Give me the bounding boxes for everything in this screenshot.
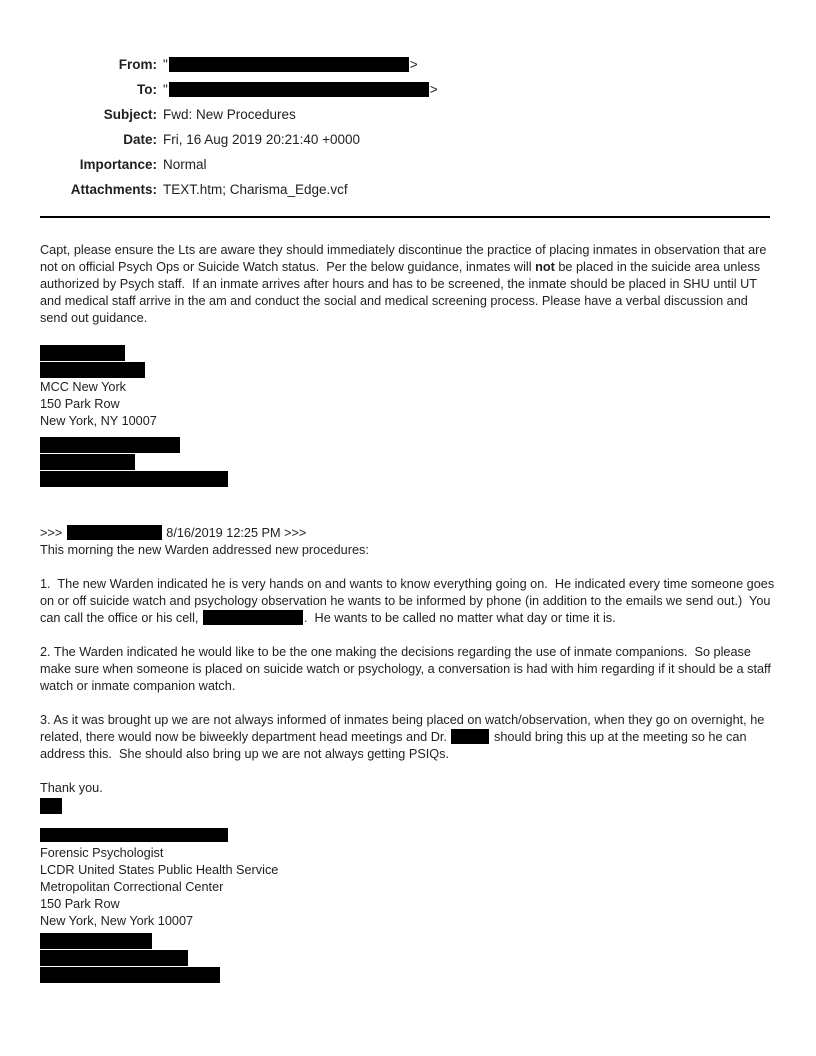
item3-text-post: should bring this up at the meeting so he can address this. She should also bring up we are not always getting PSIQs. bbox=[40, 730, 751, 761]
quote-date-text: 8/16/2019 12:25 PM >>> bbox=[162, 526, 307, 540]
redaction-bar bbox=[40, 950, 188, 966]
numbered-item-1 bbox=[40, 576, 778, 627]
subject-label: Subject: bbox=[103, 107, 157, 122]
redaction-bar bbox=[40, 798, 62, 814]
signature-title: Forensic Psychologist bbox=[40, 846, 164, 860]
intro-text-pre: Capt, please ensure the Lts are aware they should immediately discontinue the practice of placing inmates in observation that are not on official Psych Ops or Suicide Watch status. Per the below guidance, inmates will bbox=[40, 243, 770, 274]
redaction-bar bbox=[40, 471, 228, 487]
signature-block-1 bbox=[40, 345, 775, 487]
item2-text: 2. The Warden indicated he would like to be the one making the decisions regarding the use of inmate companions. So please make sure when someone is placed on suicide watch or psychology, a conversation is had with him regarding if it should be a staff watch or inmate companion watch. bbox=[40, 645, 775, 693]
header-row-attachments bbox=[40, 177, 775, 202]
closing-text: Thank you. bbox=[40, 781, 103, 795]
redaction-bar bbox=[169, 57, 409, 72]
redaction-bar bbox=[40, 345, 125, 361]
from-value bbox=[163, 52, 418, 77]
signature-address-line: 150 Park Row bbox=[40, 897, 120, 911]
redaction-bar bbox=[203, 610, 303, 625]
signature-block-2 bbox=[40, 828, 775, 983]
from-open-quote: " bbox=[163, 57, 168, 72]
importance-value: Normal bbox=[163, 157, 207, 172]
redaction-bar bbox=[40, 454, 135, 470]
attachments-value: TEXT.htm; Charisma_Edge.vcf bbox=[163, 182, 348, 197]
redaction-bar bbox=[40, 362, 145, 378]
header-row-importance bbox=[40, 152, 775, 177]
header-row-subject bbox=[40, 102, 775, 127]
header-row-from bbox=[40, 52, 775, 77]
quote-header-line bbox=[40, 525, 775, 542]
to-open-quote: " bbox=[163, 82, 168, 97]
redaction-bar bbox=[40, 967, 220, 983]
quoted-message-header bbox=[40, 525, 775, 559]
importance-label: Importance: bbox=[79, 157, 157, 172]
redaction-bar bbox=[40, 437, 180, 453]
signature-address-line: New York, New York 10007 bbox=[40, 914, 194, 928]
header-row-date bbox=[40, 127, 775, 152]
signature-service-line: LCDR United States Public Health Service bbox=[40, 863, 279, 877]
item1-text-pre: 1. The new Warden indicated he is very hands on and wants to know everything going on. He indicated every time someone goes on or off suicide watch and psychology observation he wants to be informed by phone (in addition to the emails we send out.) You can call the office or his cell, bbox=[40, 577, 778, 625]
to-label: To: bbox=[137, 82, 157, 97]
intro-text-bold: not bbox=[535, 260, 555, 274]
signature-address-line: 150 Park Row bbox=[40, 397, 120, 411]
from-angle-bracket: > bbox=[409, 57, 418, 72]
redaction-bar bbox=[451, 729, 489, 744]
redaction-bar bbox=[67, 525, 162, 540]
to-angle-bracket: > bbox=[429, 82, 438, 97]
redaction-bar bbox=[40, 828, 228, 842]
closing-block bbox=[40, 780, 775, 814]
signature-org: MCC New York bbox=[40, 380, 127, 394]
email-header bbox=[40, 52, 775, 202]
item1-text-post: . He wants to be called no matter what day or time it is. bbox=[303, 611, 616, 625]
date-label: Date: bbox=[123, 132, 157, 147]
numbered-item-2 bbox=[40, 644, 775, 695]
redaction-bar bbox=[40, 933, 152, 949]
header-divider bbox=[40, 216, 770, 218]
item3-text-pre: 3. As it was brought up we are not always informed of inmates being placed on watch/observation, when they go on overnight, he related, there would now be biweekly department head meetings and Dr. bbox=[40, 713, 768, 744]
intro-text-post: be placed in the suicide area unless authorized by Psych staff. If an inmate arrives after hours and has to be screened, the inmate should be placed in SHU until UT and medical staff arrive in the am and conduct the social and medical screening process. Please have a verbal discussion and send out guidance. bbox=[40, 260, 764, 325]
from-label: From: bbox=[118, 57, 157, 72]
header-row-to bbox=[40, 77, 775, 102]
quote-intro-line: This morning the new Warden addressed new procedures: bbox=[40, 543, 369, 557]
to-value bbox=[163, 77, 438, 102]
quote-arrows-left: >>> bbox=[40, 526, 66, 540]
signature-address-line: New York, NY 10007 bbox=[40, 414, 157, 428]
date-value: Fri, 16 Aug 2019 20:21:40 +0000 bbox=[163, 132, 361, 147]
email-body bbox=[40, 242, 778, 983]
signature-org: Metropolitan Correctional Center bbox=[40, 880, 224, 894]
subject-value: Fwd: New Procedures bbox=[163, 107, 296, 122]
redaction-bar bbox=[169, 82, 429, 97]
intro-paragraph bbox=[40, 242, 775, 327]
attachments-label: Attachments: bbox=[70, 182, 157, 197]
numbered-item-3 bbox=[40, 712, 775, 763]
